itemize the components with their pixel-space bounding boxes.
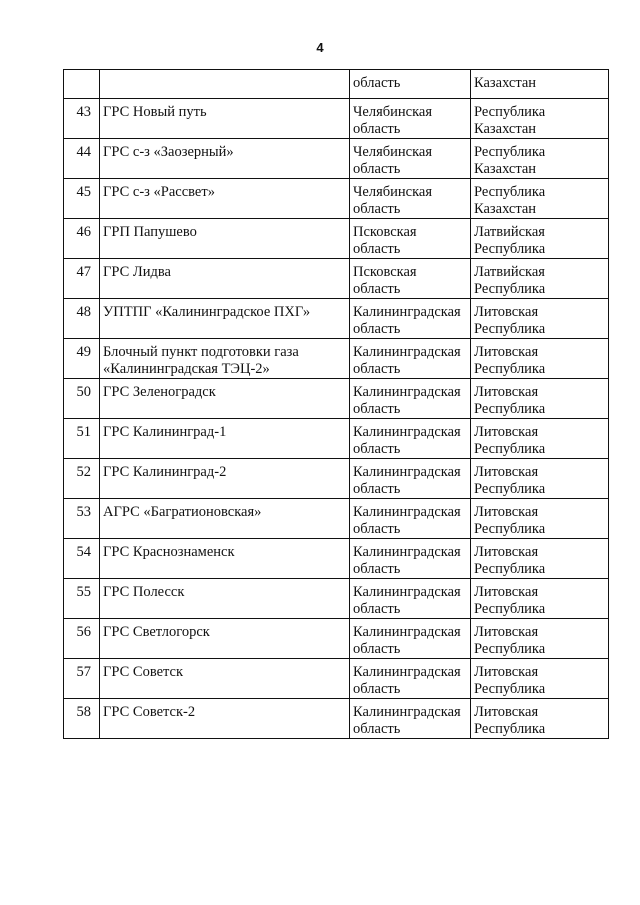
- region-line: Калининградская: [353, 544, 461, 560]
- region-line: область: [353, 161, 401, 177]
- cell-number: [64, 499, 100, 539]
- cell-name: [100, 299, 350, 339]
- country-line: Литовская: [474, 624, 539, 640]
- facility-name-line: АГРС «Багратионовская»: [103, 504, 262, 520]
- cell-region: [350, 179, 471, 219]
- country-line: Республика: [474, 104, 546, 120]
- cell-country: [471, 259, 609, 299]
- cell-region: [350, 379, 471, 419]
- table-row: [64, 379, 609, 419]
- row-number: 58: [76, 704, 91, 720]
- row-number: 52: [76, 464, 91, 480]
- cell-region: [350, 219, 471, 259]
- facility-name-line: ГРС Зеленоградск: [103, 384, 216, 400]
- region-line: Калининградская: [353, 584, 461, 600]
- cell-number: [64, 339, 100, 379]
- facility-name-line: УПТПГ «Калининградское ПХГ»: [103, 304, 311, 320]
- country-line: Республика: [474, 361, 546, 377]
- facility-name-line: ГРП Папушево: [103, 224, 197, 240]
- country-line: Литовская: [474, 664, 539, 680]
- cell-country: [471, 499, 609, 539]
- country-line: Республика: [474, 681, 546, 697]
- cell-country: [471, 70, 609, 99]
- cell-country: [471, 419, 609, 459]
- cell-region: [350, 579, 471, 619]
- cell-country: [471, 699, 609, 739]
- cell-number: [64, 70, 100, 99]
- cell-country: [471, 339, 609, 379]
- region-line: Калининградская: [353, 664, 461, 680]
- country-line: Республика: [474, 281, 546, 297]
- cell-region: [350, 70, 471, 99]
- cell-region: [350, 259, 471, 299]
- table-row: [64, 499, 609, 539]
- page-number: 4: [316, 40, 324, 55]
- region-line: Калининградская: [353, 344, 461, 360]
- cell-number: [64, 139, 100, 179]
- country-line: Литовская: [474, 544, 539, 560]
- cell-region: [350, 139, 471, 179]
- cell-country: [471, 139, 609, 179]
- table-row: [64, 659, 609, 699]
- facility-name-line: ГРС с-з «Заозерный»: [103, 144, 234, 160]
- region-line: область: [353, 681, 401, 697]
- country-line: Казахстан: [474, 75, 537, 91]
- row-number: 51: [76, 424, 91, 440]
- country-line: Литовская: [474, 424, 539, 440]
- region-line: Калининградская: [353, 384, 461, 400]
- country-line: Республика: [474, 184, 546, 200]
- cell-country: [471, 99, 609, 139]
- cell-region: [350, 339, 471, 379]
- country-line: Республика: [474, 561, 546, 577]
- cell-number: [64, 259, 100, 299]
- region-line: область: [353, 401, 401, 417]
- row-number: 55: [76, 584, 91, 600]
- region-line: область: [353, 281, 401, 297]
- facility-name-line: ГРС Советск-2: [103, 704, 196, 720]
- country-line: Республика: [474, 401, 546, 417]
- country-line: Республика: [474, 241, 546, 257]
- cell-name: [100, 539, 350, 579]
- region-line: Калининградская: [353, 624, 461, 640]
- table-row: [64, 219, 609, 259]
- table-row: [64, 579, 609, 619]
- country-line: Казахстан: [474, 121, 537, 137]
- facility-name-line: ГРС с-з «Рассвет»: [103, 184, 215, 200]
- cell-name: [100, 699, 350, 739]
- cell-country: [471, 299, 609, 339]
- row-number: 49: [76, 344, 91, 360]
- table-row: [64, 459, 609, 499]
- cell-number: [64, 699, 100, 739]
- region-line: область: [353, 601, 401, 617]
- table-body: [64, 70, 609, 739]
- row-number: 47: [76, 264, 91, 280]
- table-row: [64, 339, 609, 379]
- cell-region: [350, 499, 471, 539]
- cell-country: [471, 539, 609, 579]
- row-number: 53: [76, 504, 91, 520]
- cell-number: [64, 219, 100, 259]
- country-line: Республика: [474, 721, 546, 737]
- region-line: Челябинская: [353, 104, 433, 120]
- cell-number: [64, 619, 100, 659]
- cell-country: [471, 459, 609, 499]
- region-line: Псковская: [353, 264, 417, 280]
- cell-name: [100, 139, 350, 179]
- row-number: 45: [76, 184, 91, 200]
- country-line: Республика: [474, 521, 546, 537]
- cell-region: [350, 99, 471, 139]
- table-row: [64, 419, 609, 459]
- country-line: Латвийская: [474, 224, 545, 240]
- region-line: Калининградская: [353, 704, 461, 720]
- cell-name: [100, 259, 350, 299]
- cell-number: [64, 579, 100, 619]
- facility-name-line: ГРС Краснознаменск: [103, 544, 235, 560]
- row-number: 48: [76, 304, 91, 320]
- region-line: Калининградская: [353, 304, 461, 320]
- table-row-continuation: [64, 70, 609, 99]
- row-number: 46: [76, 224, 91, 240]
- facility-name-line: ГРС Полесск: [103, 584, 185, 600]
- cell-name: [100, 99, 350, 139]
- country-line: Литовская: [474, 344, 539, 360]
- region-line: область: [353, 641, 401, 657]
- cell-region: [350, 659, 471, 699]
- cell-name: [100, 499, 350, 539]
- region-line: область: [353, 561, 401, 577]
- region-line: Челябинская: [353, 184, 433, 200]
- region-line: Псковская: [353, 224, 417, 240]
- cell-name: [100, 619, 350, 659]
- country-line: Латвийская: [474, 264, 545, 280]
- cell-name: [100, 659, 350, 699]
- facility-name-line: ГРС Новый путь: [103, 104, 207, 120]
- country-line: Литовская: [474, 704, 539, 720]
- cell-name: [100, 579, 350, 619]
- country-line: Республика: [474, 321, 546, 337]
- row-number: 54: [76, 544, 91, 560]
- country-line: Литовская: [474, 304, 539, 320]
- cell-number: [64, 179, 100, 219]
- country-line: Казахстан: [474, 201, 537, 217]
- region-line: Калининградская: [353, 464, 461, 480]
- cell-country: [471, 379, 609, 419]
- cell-name: [100, 339, 350, 379]
- country-line: Литовская: [474, 584, 539, 600]
- table-row: [64, 539, 609, 579]
- cell-region: [350, 299, 471, 339]
- cell-name: [100, 419, 350, 459]
- cell-country: [471, 179, 609, 219]
- region-line: Калининградская: [353, 504, 461, 520]
- country-line: Литовская: [474, 504, 539, 520]
- facility-name-line: ГРС Советск: [103, 664, 184, 680]
- cell-number: [64, 99, 100, 139]
- cell-region: [350, 459, 471, 499]
- facility-name-line: ГРС Лидва: [103, 264, 171, 280]
- table-row: [64, 299, 609, 339]
- table-row: [64, 259, 609, 299]
- region-line: область: [353, 201, 401, 217]
- cell-number: [64, 539, 100, 579]
- cell-number: [64, 299, 100, 339]
- country-line: Республика: [474, 481, 546, 497]
- region-line: область: [353, 441, 401, 457]
- country-line: Республика: [474, 601, 546, 617]
- cell-region: [350, 419, 471, 459]
- row-number: 50: [76, 384, 91, 400]
- facility-name-line: Блочный пункт подготовки газа: [103, 344, 299, 360]
- facility-name-line: ГРС Светлогорск: [103, 624, 210, 640]
- facilities-table: [63, 69, 609, 739]
- region-line: область: [353, 361, 401, 377]
- region-line: область: [353, 721, 401, 737]
- country-line: Литовская: [474, 464, 539, 480]
- row-number: 56: [76, 624, 91, 640]
- table-row: [64, 99, 609, 139]
- cell-region: [350, 539, 471, 579]
- cell-country: [471, 619, 609, 659]
- region-line: область: [353, 75, 401, 91]
- region-line: Калининградская: [353, 424, 461, 440]
- cell-name: [100, 179, 350, 219]
- cell-name: [100, 459, 350, 499]
- facility-name-line: ГРС Калининград-2: [103, 464, 227, 480]
- row-number: 57: [76, 664, 91, 680]
- region-line: область: [353, 241, 401, 257]
- country-line: Республика: [474, 441, 546, 457]
- country-line: Республика: [474, 641, 546, 657]
- facility-name-line: «Калининградская ТЭЦ-2»: [103, 361, 270, 377]
- row-number: 43: [76, 104, 91, 120]
- cell-name: [100, 219, 350, 259]
- cell-country: [471, 659, 609, 699]
- table-row: [64, 699, 609, 739]
- cell-number: [64, 379, 100, 419]
- cell-region: [350, 619, 471, 659]
- cell-name: [100, 379, 350, 419]
- region-line: Челябинская: [353, 144, 433, 160]
- cell-region: [350, 699, 471, 739]
- region-line: область: [353, 481, 401, 497]
- cell-country: [471, 219, 609, 259]
- cell-name: [100, 70, 350, 99]
- cell-number: [64, 419, 100, 459]
- region-line: область: [353, 321, 401, 337]
- table-row: [64, 619, 609, 659]
- cell-number: [64, 459, 100, 499]
- region-line: область: [353, 521, 401, 537]
- cell-number: [64, 659, 100, 699]
- cell-country: [471, 579, 609, 619]
- table-row: [64, 179, 609, 219]
- facility-name-line: ГРС Калининград-1: [103, 424, 227, 440]
- country-line: Литовская: [474, 384, 539, 400]
- row-number: 44: [76, 144, 91, 160]
- table-row: [64, 139, 609, 179]
- country-line: Республика: [474, 144, 546, 160]
- country-line: Казахстан: [474, 161, 537, 177]
- region-line: область: [353, 121, 401, 137]
